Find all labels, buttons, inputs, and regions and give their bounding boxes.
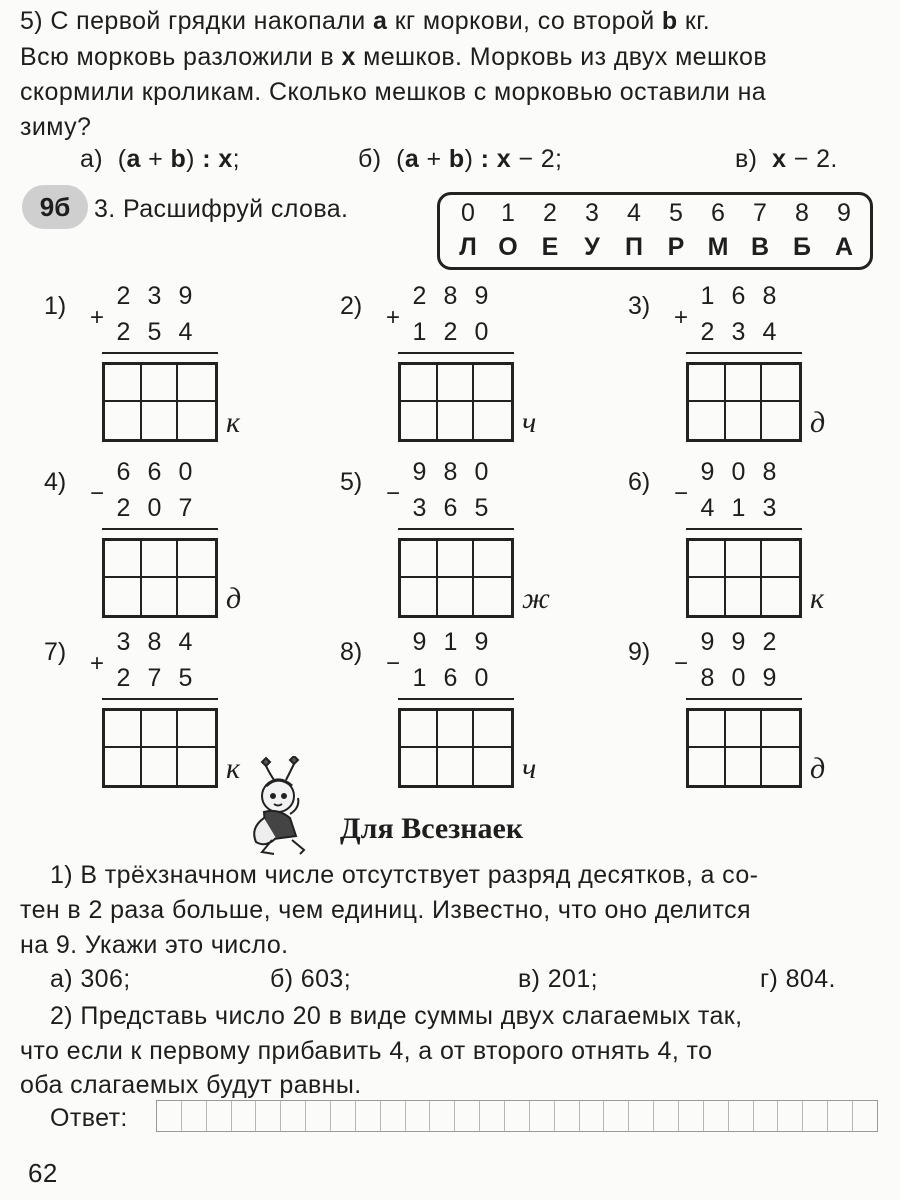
second-addend bbox=[692, 494, 785, 523]
second-addend bbox=[404, 664, 497, 693]
digit: 8 bbox=[147, 628, 162, 656]
answer-cell[interactable] bbox=[178, 402, 215, 439]
answer-box-cell[interactable] bbox=[629, 1101, 654, 1131]
first-addend bbox=[404, 628, 497, 657]
problem-number: 2) bbox=[340, 292, 363, 320]
digit: 6 bbox=[731, 282, 746, 310]
digit: 6 bbox=[116, 458, 131, 486]
answer-box-cell[interactable] bbox=[729, 1101, 754, 1131]
digit: 2 bbox=[116, 282, 131, 310]
answer-grid[interactable] bbox=[102, 708, 218, 788]
answer-cell[interactable] bbox=[689, 748, 726, 785]
answer-cell[interactable] bbox=[762, 541, 799, 578]
hint-letter: ч bbox=[522, 406, 537, 439]
second-addend bbox=[404, 494, 497, 523]
bonus-q1-option-v[interactable]: в) 201; bbox=[518, 965, 599, 993]
digit: 9 bbox=[474, 628, 489, 656]
bonus-q1-line1: 1) В трёхзначном числе отсутствует разряд десятков, а со- bbox=[50, 861, 759, 889]
first-addend bbox=[692, 628, 785, 657]
hint-letter: к bbox=[226, 406, 241, 439]
key-letter: У bbox=[584, 233, 600, 261]
digit: 9 bbox=[700, 628, 715, 656]
bonus-q1-line2: тен в 2 раза больше, чем единиц. Известно, что оно делится bbox=[20, 896, 751, 924]
second-addend bbox=[108, 664, 201, 693]
sum-line bbox=[102, 698, 218, 700]
answer-cell[interactable] bbox=[726, 711, 763, 748]
operation-sign: + bbox=[674, 304, 689, 331]
digit: 2 bbox=[412, 282, 427, 310]
key-digit: 5 bbox=[669, 199, 683, 227]
bonus-q1-line3: на 9. Укажи это число. bbox=[20, 931, 289, 959]
digit: 2 bbox=[116, 494, 131, 522]
first-addend bbox=[108, 458, 201, 487]
first-addend bbox=[692, 458, 785, 487]
answer-cell[interactable] bbox=[689, 578, 726, 615]
key-digit: 6 bbox=[711, 199, 725, 227]
key-letter: М bbox=[707, 233, 729, 261]
digit: 2 bbox=[116, 318, 131, 346]
task5-line2: Всю морковь разложили в x мешков. Морковь из двух мешков bbox=[20, 43, 768, 71]
problem-number: 7) bbox=[44, 638, 67, 666]
task5-option-a[interactable]: а) (a + b) : x; bbox=[80, 145, 240, 173]
first-addend bbox=[108, 628, 201, 657]
second-addend bbox=[108, 318, 201, 347]
answer-cell[interactable] bbox=[438, 711, 475, 748]
thinking-child-illustration bbox=[232, 756, 332, 856]
answer-cell[interactable] bbox=[726, 748, 763, 785]
answer-cell[interactable] bbox=[689, 402, 726, 439]
operation-sign: + bbox=[90, 304, 105, 331]
answer-cell[interactable] bbox=[401, 541, 438, 578]
key-digit: 0 bbox=[461, 199, 475, 227]
key-letter: О bbox=[498, 233, 518, 261]
digit: 8 bbox=[443, 282, 458, 310]
answer-grid[interactable] bbox=[686, 538, 802, 618]
digit: 0 bbox=[178, 458, 193, 486]
digit: 1 bbox=[700, 282, 715, 310]
digit: 9 bbox=[178, 282, 193, 310]
answer-cell[interactable] bbox=[401, 748, 438, 785]
answer-cell[interactable] bbox=[762, 365, 799, 402]
digit: 8 bbox=[762, 458, 777, 486]
answer-box-cell[interactable] bbox=[530, 1101, 555, 1131]
hint-letter: д bbox=[810, 752, 826, 785]
answer-grid[interactable] bbox=[102, 362, 218, 442]
digit: 2 bbox=[116, 664, 131, 692]
answer-cell[interactable] bbox=[142, 711, 179, 748]
problem-number: 8) bbox=[340, 638, 363, 666]
key-digit: 1 bbox=[501, 199, 515, 227]
answer-cell[interactable] bbox=[726, 541, 763, 578]
digit: 3 bbox=[731, 318, 746, 346]
answer-cell[interactable] bbox=[401, 711, 438, 748]
digit: 6 bbox=[443, 494, 458, 522]
answer-box-cell[interactable] bbox=[157, 1101, 182, 1131]
key-digit: 9 bbox=[837, 199, 851, 227]
digit: 4 bbox=[762, 318, 777, 346]
first-addend bbox=[692, 282, 785, 311]
answer-cell[interactable] bbox=[474, 578, 511, 615]
answer-cell[interactable] bbox=[105, 711, 142, 748]
answer-grid[interactable] bbox=[398, 362, 514, 442]
answer-cell[interactable] bbox=[178, 711, 215, 748]
answer-cell[interactable] bbox=[401, 402, 438, 439]
digit: 9 bbox=[762, 664, 777, 692]
digit: 2 bbox=[443, 318, 458, 346]
answer-input-boxes[interactable] bbox=[156, 1100, 878, 1132]
answer-cell[interactable] bbox=[105, 365, 142, 402]
sum-line bbox=[398, 352, 514, 354]
answer-cell[interactable] bbox=[762, 748, 799, 785]
digit: 0 bbox=[731, 664, 746, 692]
digit: 3 bbox=[412, 494, 427, 522]
sum-line bbox=[398, 698, 514, 700]
sum-line bbox=[686, 352, 802, 354]
task5-option-b[interactable]: б) (a + b) : x − 2; bbox=[358, 145, 563, 173]
key-digit: 2 bbox=[543, 199, 557, 227]
answer-grid[interactable] bbox=[686, 362, 802, 442]
answer-cell[interactable] bbox=[401, 365, 438, 402]
digit: 4 bbox=[178, 318, 193, 346]
key-letter: Л bbox=[459, 233, 477, 261]
digit: 5 bbox=[178, 664, 193, 692]
answer-box-cell[interactable] bbox=[803, 1101, 828, 1131]
answer-cell[interactable] bbox=[105, 541, 142, 578]
digit: 6 bbox=[147, 458, 162, 486]
operation-sign: − bbox=[386, 650, 401, 677]
second-addend bbox=[108, 494, 201, 523]
digit: 1 bbox=[731, 494, 746, 522]
answer-grid[interactable] bbox=[398, 708, 514, 788]
second-addend bbox=[692, 664, 785, 693]
operation-sign: + bbox=[386, 304, 401, 331]
problem-number: 1) bbox=[44, 292, 67, 320]
answer-box-cell[interactable] bbox=[331, 1101, 356, 1131]
answer-cell[interactable] bbox=[142, 402, 179, 439]
answer-cell[interactable] bbox=[474, 402, 511, 439]
digit: 3 bbox=[147, 282, 162, 310]
answer-box-cell[interactable] bbox=[580, 1101, 605, 1131]
answer-cell[interactable] bbox=[762, 402, 799, 439]
answer-cell[interactable] bbox=[438, 365, 475, 402]
cipher-key-table bbox=[437, 192, 873, 270]
answer-box-cell[interactable] bbox=[232, 1101, 257, 1131]
answer-label: Ответ: bbox=[50, 1104, 128, 1132]
answer-cell[interactable] bbox=[689, 711, 726, 748]
operation-sign: + bbox=[90, 650, 105, 677]
answer-box-cell[interactable] bbox=[455, 1101, 480, 1131]
answer-cell[interactable] bbox=[142, 541, 179, 578]
answer-box-cell[interactable] bbox=[430, 1101, 455, 1131]
digit: 1 bbox=[412, 318, 427, 346]
digit: 0 bbox=[474, 458, 489, 486]
key-digit: 3 bbox=[585, 199, 599, 227]
digit: 5 bbox=[147, 318, 162, 346]
sum-line bbox=[102, 528, 218, 530]
bonus-q1-option-g[interactable]: г) 804. bbox=[760, 965, 836, 993]
sum-line bbox=[102, 352, 218, 354]
digit: 8 bbox=[700, 664, 715, 692]
hint-letter: к bbox=[226, 752, 241, 785]
answer-box-cell[interactable] bbox=[778, 1101, 803, 1131]
digit: 7 bbox=[147, 664, 162, 692]
second-addend bbox=[692, 318, 785, 347]
digit: 9 bbox=[412, 458, 427, 486]
digit: 3 bbox=[762, 494, 777, 522]
answer-cell[interactable] bbox=[474, 711, 511, 748]
lesson-badge: 9б bbox=[22, 185, 88, 229]
answer-cell[interactable] bbox=[142, 578, 179, 615]
answer-box-cell[interactable] bbox=[754, 1101, 779, 1131]
answer-cell[interactable] bbox=[689, 365, 726, 402]
key-letter: А bbox=[834, 233, 854, 261]
sum-line bbox=[686, 698, 802, 700]
answer-cell[interactable] bbox=[178, 541, 215, 578]
answer-box-cell[interactable] bbox=[480, 1101, 505, 1131]
answer-grid[interactable] bbox=[102, 538, 218, 618]
bonus-heading: Для Всезнаек bbox=[340, 812, 524, 845]
answer-grid[interactable] bbox=[398, 538, 514, 618]
digit: 9 bbox=[412, 628, 427, 656]
digit: 1 bbox=[412, 664, 427, 692]
problem-number: 9) bbox=[628, 638, 651, 666]
answer-grid[interactable] bbox=[686, 708, 802, 788]
digit: 1 bbox=[443, 628, 458, 656]
key-digit: 4 bbox=[627, 199, 641, 227]
digit: 3 bbox=[116, 628, 131, 656]
problem-number: 6) bbox=[628, 468, 651, 496]
answer-cell[interactable] bbox=[142, 365, 179, 402]
hint-letter: ж bbox=[522, 582, 550, 615]
task5-line3: скормили кроликам. Сколько мешков с морковью оставили на bbox=[20, 78, 767, 106]
digit: 8 bbox=[762, 282, 777, 310]
answer-cell[interactable] bbox=[726, 402, 763, 439]
answer-cell[interactable] bbox=[178, 748, 215, 785]
answer-cell[interactable] bbox=[762, 711, 799, 748]
second-addend bbox=[404, 318, 497, 347]
digit: 5 bbox=[474, 494, 489, 522]
digit: 0 bbox=[731, 458, 746, 486]
answer-cell[interactable] bbox=[474, 748, 511, 785]
answer-box-cell[interactable] bbox=[828, 1101, 853, 1131]
answer-cell[interactable] bbox=[178, 578, 215, 615]
digit: 2 bbox=[700, 318, 715, 346]
sum-line bbox=[686, 528, 802, 530]
answer-box-cell[interactable] bbox=[256, 1101, 281, 1131]
digit: 8 bbox=[443, 458, 458, 486]
task3-title: 3. Расшифруй слова. bbox=[94, 195, 349, 223]
answer-cell[interactable] bbox=[401, 578, 438, 615]
answer-cell[interactable] bbox=[762, 578, 799, 615]
answer-box-cell[interactable] bbox=[381, 1101, 406, 1131]
digit: 9 bbox=[474, 282, 489, 310]
answer-box-cell[interactable] bbox=[306, 1101, 331, 1131]
answer-cell[interactable] bbox=[474, 365, 511, 402]
task5-line1: 5) С первой грядки накопали a кг моркови, со второй b кг. bbox=[20, 7, 711, 35]
bonus-q1-option-a[interactable]: а) 306; bbox=[50, 965, 131, 993]
key-letter: Б bbox=[793, 233, 811, 261]
bonus-q2-line1: 2) Представь число 20 в виде суммы двух слагаемых так, bbox=[50, 1002, 743, 1030]
bonus-q1-option-b[interactable]: б) 603; bbox=[270, 965, 352, 993]
answer-cell[interactable] bbox=[726, 578, 763, 615]
key-letter: В bbox=[750, 233, 770, 261]
digit: 0 bbox=[474, 664, 489, 692]
answer-cell[interactable] bbox=[105, 402, 142, 439]
key-letter: Е bbox=[541, 233, 559, 261]
first-addend bbox=[108, 282, 201, 311]
answer-box-cell[interactable] bbox=[281, 1101, 306, 1131]
digit: 7 bbox=[178, 494, 193, 522]
task5-line4: зиму? bbox=[20, 113, 92, 141]
operation-sign: − bbox=[674, 480, 689, 507]
first-addend bbox=[404, 282, 497, 311]
answer-cell[interactable] bbox=[105, 748, 142, 785]
answer-box-cell[interactable] bbox=[182, 1101, 207, 1131]
hint-letter: ч bbox=[522, 752, 537, 785]
digit: 9 bbox=[700, 458, 715, 486]
answer-box-cell[interactable] bbox=[654, 1101, 679, 1131]
hint-letter: д bbox=[226, 582, 242, 615]
digit: 0 bbox=[474, 318, 489, 346]
answer-box-cell[interactable] bbox=[505, 1101, 530, 1131]
key-digit: 7 bbox=[753, 199, 767, 227]
key-letter: П bbox=[625, 233, 643, 261]
problem-number: 5) bbox=[340, 468, 363, 496]
digit: 0 bbox=[147, 494, 162, 522]
answer-cell[interactable] bbox=[438, 541, 475, 578]
digit: 4 bbox=[700, 494, 715, 522]
digit: 9 bbox=[731, 628, 746, 656]
bonus-q2-line2: что если к первому прибавить 4, а от второго отнять 4, то bbox=[20, 1037, 713, 1065]
operation-sign: − bbox=[386, 480, 401, 507]
answer-cell[interactable] bbox=[142, 748, 179, 785]
key-digit: 8 bbox=[795, 199, 809, 227]
operation-sign: − bbox=[90, 480, 105, 507]
problem-number: 4) bbox=[44, 468, 67, 496]
sum-line bbox=[398, 528, 514, 530]
bonus-q2-line3: оба слагаемых будут равны. bbox=[20, 1071, 362, 1099]
answer-cell[interactable] bbox=[105, 578, 142, 615]
problem-number: 3) bbox=[628, 292, 651, 320]
answer-cell[interactable] bbox=[178, 365, 215, 402]
key-letter: Р bbox=[667, 233, 685, 261]
page-number: 62 bbox=[28, 1158, 58, 1188]
answer-box-cell[interactable] bbox=[853, 1101, 877, 1131]
answer-cell[interactable] bbox=[474, 541, 511, 578]
answer-cell[interactable] bbox=[438, 578, 475, 615]
answer-box-cell[interactable] bbox=[207, 1101, 232, 1131]
task5-option-v[interactable]: в) x − 2. bbox=[735, 145, 838, 173]
answer-cell[interactable] bbox=[689, 541, 726, 578]
answer-box-cell[interactable] bbox=[406, 1101, 431, 1131]
answer-cell[interactable] bbox=[438, 402, 475, 439]
answer-box-cell[interactable] bbox=[356, 1101, 381, 1131]
answer-box-cell[interactable] bbox=[555, 1101, 580, 1131]
answer-cell[interactable] bbox=[726, 365, 763, 402]
answer-box-cell[interactable] bbox=[679, 1101, 704, 1131]
answer-cell[interactable] bbox=[438, 748, 475, 785]
first-addend bbox=[404, 458, 497, 487]
hint-letter: к bbox=[810, 582, 825, 615]
digit: 2 bbox=[762, 628, 777, 656]
operation-sign: − bbox=[674, 650, 689, 677]
digit: 6 bbox=[443, 664, 458, 692]
answer-box-cell[interactable] bbox=[704, 1101, 729, 1131]
digit: 4 bbox=[178, 628, 193, 656]
answer-box-cell[interactable] bbox=[604, 1101, 629, 1131]
hint-letter: д bbox=[810, 406, 826, 439]
